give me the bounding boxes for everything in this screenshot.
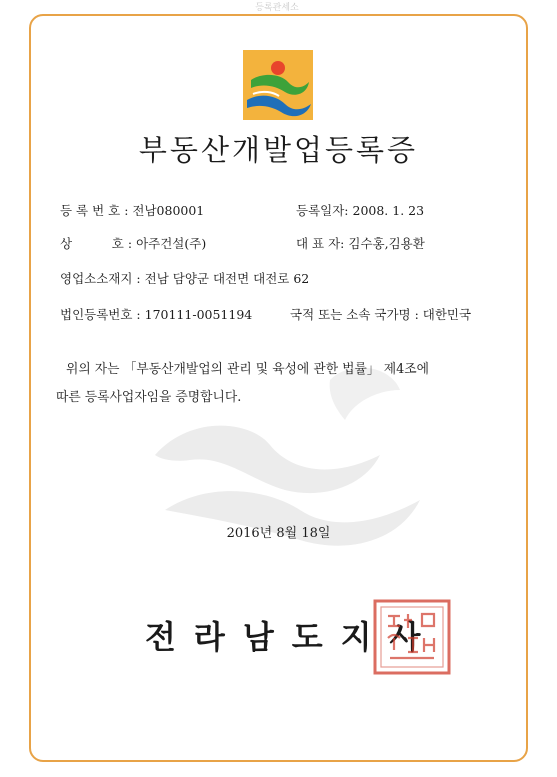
- corp-no-value: 170111-0051194: [144, 307, 253, 322]
- nationality-label: 국적 또는 소속 국가명 :: [290, 307, 419, 322]
- nationality-value: 대한민국: [422, 307, 472, 322]
- reg-date-field: [296, 201, 424, 219]
- representative-field: [296, 234, 425, 252]
- certification-statement: [56, 356, 506, 412]
- document-title: 부동산개발업등록증: [138, 133, 419, 167]
- issuer-title: 전라남도지사: [145, 618, 439, 656]
- statement-line-1: 위의 자는 「부동산개발업의 관리 및 육성에 관한 법률」 제4조에: [66, 362, 429, 377]
- rep-label: 대 표 자:: [296, 236, 345, 251]
- row-address: [60, 269, 309, 287]
- official-seal-stamp: [372, 598, 452, 676]
- jeonnam-emblem-logo: [243, 50, 313, 120]
- reg-no-value: 전남080001: [132, 203, 205, 218]
- reg-no-label: 등 록 번 호 :: [60, 203, 129, 218]
- address-label: 영업소소재지 :: [60, 271, 141, 286]
- nationality-field: [290, 305, 471, 323]
- top-faint-stamp-text: 등록관세소: [255, 3, 299, 13]
- rep-value: 김수홍,김용환: [348, 236, 425, 251]
- company-value: 아주건설(주): [136, 236, 207, 251]
- row-company: [60, 234, 206, 252]
- row-registration: [60, 201, 204, 219]
- corp-no-label: 법인등록번호 :: [60, 307, 141, 322]
- address-value: 전남 담양군 대전면 대전로 62: [144, 271, 310, 286]
- issue-date: 2016년 8월 18일: [226, 526, 331, 541]
- statement-line-2: 따른 등록사업자임을 증명합니다.: [56, 390, 242, 405]
- row-corporate-number: [60, 305, 252, 323]
- company-label: 상 호 :: [60, 236, 133, 251]
- reg-date-value: 2008. 1. 23: [352, 203, 425, 218]
- reg-date-label: 등록일자:: [296, 203, 349, 218]
